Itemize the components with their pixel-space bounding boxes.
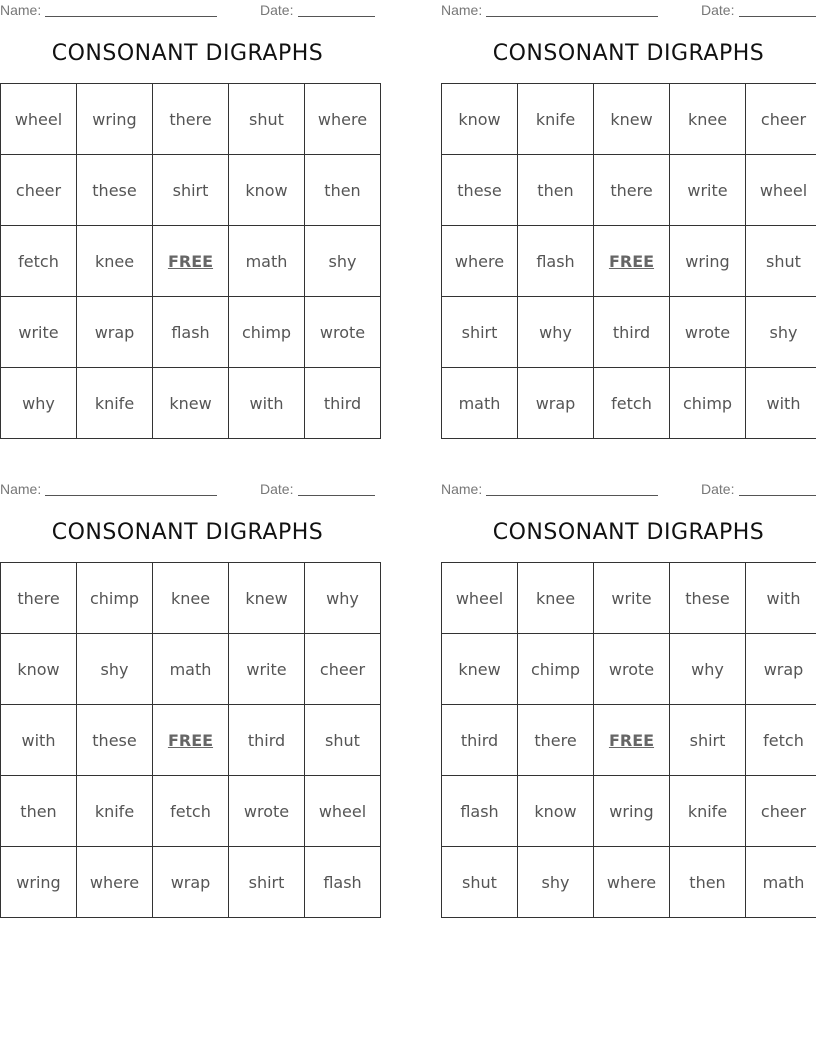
name-line[interactable] — [45, 495, 217, 496]
grid-cell: why — [518, 297, 594, 368]
grid-cell: knew — [594, 84, 670, 155]
grid-cell: shy — [305, 226, 381, 297]
name-line[interactable] — [486, 495, 658, 496]
grid-cell: why — [305, 563, 381, 634]
grid-row — [1, 297, 381, 368]
grid-cell: wheel — [746, 155, 816, 226]
grid-cell: math — [442, 368, 518, 439]
date-label: Date: — [701, 481, 735, 497]
grid-cell: there — [153, 84, 229, 155]
grid-cell: with — [1, 705, 77, 776]
grid-cell: knew — [153, 368, 229, 439]
grid-cell: cheer — [746, 84, 816, 155]
grid-row — [1, 776, 381, 847]
card-header — [441, 479, 816, 501]
card-header — [0, 0, 375, 22]
grid-cell: then — [1, 776, 77, 847]
grid-row — [442, 155, 816, 226]
grid-cell: cheer — [746, 776, 816, 847]
grid-cell: wrap — [746, 634, 816, 705]
grid-cell: chimp — [518, 634, 594, 705]
grid-cell: third — [594, 297, 670, 368]
grid-cell: wheel — [442, 563, 518, 634]
bingo-card-3 — [0, 479, 375, 919]
grid-cell: where — [442, 226, 518, 297]
grid-cell: why — [670, 634, 746, 705]
grid-cell: these — [670, 563, 746, 634]
card-header — [0, 479, 375, 501]
grid-cell: knife — [77, 368, 153, 439]
grid-cell: wrote — [594, 634, 670, 705]
free-space-cell: FREE — [153, 226, 229, 297]
grid-cell: know — [518, 776, 594, 847]
grid-cell: flash — [153, 297, 229, 368]
grid-cell: shy — [77, 634, 153, 705]
grid-row — [442, 297, 816, 368]
date-line[interactable] — [739, 16, 816, 17]
grid-cell: cheer — [1, 155, 77, 226]
grid-cell: third — [442, 705, 518, 776]
grid-cell: shut — [746, 226, 816, 297]
name-label: Name: — [0, 2, 42, 18]
grid-cell: knife — [670, 776, 746, 847]
grid-cell: knee — [153, 563, 229, 634]
grid-cell: there — [594, 155, 670, 226]
grid-cell: third — [305, 368, 381, 439]
grid-cell: know — [229, 155, 305, 226]
name-label: Name: — [441, 481, 483, 497]
grid-cell: math — [229, 226, 305, 297]
grid-cell: knife — [77, 776, 153, 847]
grid-row — [1, 563, 381, 634]
grid-cell: math — [746, 847, 816, 918]
grid-cell: where — [594, 847, 670, 918]
bingo-grid — [0, 562, 381, 918]
grid-cell: where — [77, 847, 153, 918]
grid-cell: wrote — [670, 297, 746, 368]
grid-row — [1, 368, 381, 439]
grid-cell: wrote — [305, 297, 381, 368]
grid-cell: fetch — [594, 368, 670, 439]
name-label: Name: — [0, 481, 42, 497]
grid-cell: with — [746, 563, 816, 634]
grid-cell: fetch — [746, 705, 816, 776]
grid-row — [442, 634, 816, 705]
grid-cell: shut — [442, 847, 518, 918]
bingo-grid — [441, 562, 816, 918]
name-label: Name: — [441, 2, 483, 18]
date-line[interactable] — [298, 495, 375, 496]
grid-cell: shut — [229, 84, 305, 155]
grid-cell: with — [746, 368, 816, 439]
grid-cell: shirt — [153, 155, 229, 226]
grid-row — [1, 634, 381, 705]
grid-cell: these — [77, 155, 153, 226]
grid-cell: there — [1, 563, 77, 634]
grid-cell: chimp — [670, 368, 746, 439]
card-title: CONSONANT DIGRAPHS — [492, 41, 765, 66]
grid-cell: wrote — [229, 776, 305, 847]
grid-cell: flash — [442, 776, 518, 847]
free-space-cell: FREE — [594, 705, 670, 776]
grid-cell: wrap — [518, 368, 594, 439]
grid-row — [1, 705, 381, 776]
grid-row — [1, 226, 381, 297]
grid-row — [442, 776, 816, 847]
grid-cell: chimp — [77, 563, 153, 634]
date-label: Date: — [260, 2, 294, 18]
card-header — [441, 0, 816, 22]
grid-cell: then — [305, 155, 381, 226]
grid-cell: write — [594, 563, 670, 634]
bingo-card-4 — [441, 479, 816, 919]
grid-cell: knee — [518, 563, 594, 634]
free-space-cell: FREE — [153, 705, 229, 776]
grid-cell: these — [442, 155, 518, 226]
bingo-card-2 — [441, 0, 816, 440]
grid-cell: wrap — [77, 297, 153, 368]
grid-cell: write — [670, 155, 746, 226]
grid-cell: shut — [305, 705, 381, 776]
grid-row — [442, 368, 816, 439]
grid-cell: wring — [594, 776, 670, 847]
grid-cell: there — [518, 705, 594, 776]
grid-row — [442, 563, 816, 634]
grid-cell: flash — [518, 226, 594, 297]
grid-cell: know — [442, 84, 518, 155]
grid-row — [442, 84, 816, 155]
grid-row — [1, 847, 381, 918]
grid-cell: know — [1, 634, 77, 705]
grid-cell: where — [305, 84, 381, 155]
grid-cell: wheel — [1, 84, 77, 155]
grid-cell: wring — [1, 847, 77, 918]
grid-cell: with — [229, 368, 305, 439]
grid-cell: knee — [77, 226, 153, 297]
date-line[interactable] — [739, 495, 816, 496]
grid-cell: chimp — [229, 297, 305, 368]
grid-cell: shirt — [442, 297, 518, 368]
card-title: CONSONANT DIGRAPHS — [51, 520, 324, 545]
grid-cell: knew — [442, 634, 518, 705]
grid-cell: knife — [518, 84, 594, 155]
grid-cell: wrap — [153, 847, 229, 918]
grid-row — [442, 226, 816, 297]
grid-cell: shy — [518, 847, 594, 918]
grid-cell: then — [670, 847, 746, 918]
name-line[interactable] — [45, 16, 217, 17]
date-label: Date: — [701, 2, 735, 18]
grid-cell: knee — [670, 84, 746, 155]
free-space-cell: FREE — [594, 226, 670, 297]
grid-cell: shirt — [670, 705, 746, 776]
grid-cell: write — [1, 297, 77, 368]
grid-cell: fetch — [1, 226, 77, 297]
grid-cell: write — [229, 634, 305, 705]
grid-cell: shirt — [229, 847, 305, 918]
grid-cell: cheer — [305, 634, 381, 705]
bingo-card-1 — [0, 0, 375, 440]
grid-cell: math — [153, 634, 229, 705]
grid-cell: wheel — [305, 776, 381, 847]
bingo-grid — [441, 83, 816, 439]
grid-cell: then — [518, 155, 594, 226]
grid-cell: wring — [670, 226, 746, 297]
card-title: CONSONANT DIGRAPHS — [51, 41, 324, 66]
grid-cell: fetch — [153, 776, 229, 847]
grid-cell: third — [229, 705, 305, 776]
grid-cell: shy — [746, 297, 816, 368]
grid-row — [1, 155, 381, 226]
grid-row — [442, 705, 816, 776]
grid-cell: these — [77, 705, 153, 776]
grid-cell: flash — [305, 847, 381, 918]
grid-cell: knew — [229, 563, 305, 634]
bingo-grid — [0, 83, 381, 439]
grid-cell: wring — [77, 84, 153, 155]
name-line[interactable] — [486, 16, 658, 17]
grid-row — [442, 847, 816, 918]
date-label: Date: — [260, 481, 294, 497]
grid-row — [1, 84, 381, 155]
date-line[interactable] — [298, 16, 375, 17]
grid-cell: why — [1, 368, 77, 439]
card-title: CONSONANT DIGRAPHS — [492, 520, 765, 545]
